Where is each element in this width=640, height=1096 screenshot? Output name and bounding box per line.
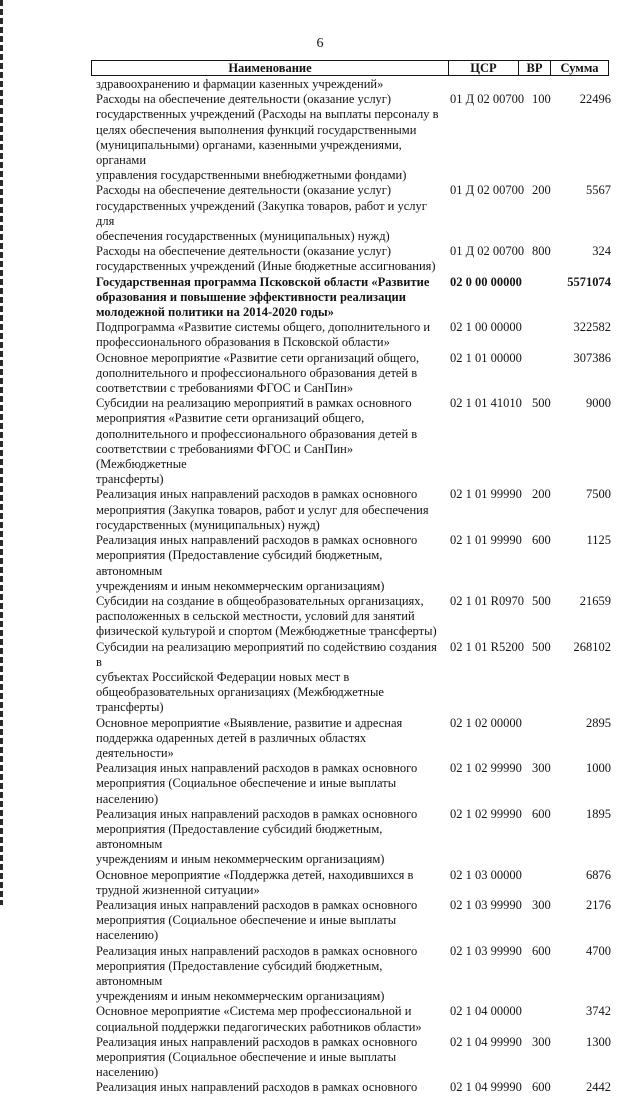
row-name-cell: Реализация иных направлений расходов в рамках основного мероприятия (Социальное обеспечение и иные выплаты населению) — [96, 1034, 418, 1080]
table-row — [96, 320, 611, 350]
row-name-cell: Государственная программа Псковской области «Развитие образования и повышение эффективности реализации молодежной политики на 2014-2020 годы» — [96, 274, 430, 320]
row-vr-cell: 200 — [532, 183, 551, 198]
row-sum-cell: 307386 — [573, 350, 611, 365]
header-vr: ВР — [519, 61, 551, 75]
table-header — [91, 60, 609, 76]
table-row — [96, 396, 611, 487]
row-csr-cell: 02 1 01 99990 — [450, 487, 522, 502]
row-name-cell: Реализация иных направлений расходов в рамках основного мероприятия (Социальное обеспечение и иные выплаты населению) — [96, 897, 418, 943]
row-name-cell: Реализация иных направлений расходов в рамках основного — [96, 1080, 418, 1095]
row-sum-cell: 1000 — [586, 761, 611, 776]
row-vr-cell: 600 — [532, 1080, 551, 1095]
row-name-cell: Субсидии на реализацию мероприятий в рамках основного мероприятия «Развитие сети организаций общего, дополнительного и профессионального образования детей в соответствии с требованиями ФГОС и СанПин» (Межбюджетные трансферты) — [96, 396, 418, 487]
row-name-cell: Основное мероприятие «Поддержка детей, находившихся в трудной жизненной ситуации» — [96, 867, 414, 897]
row-sum-cell: 1300 — [586, 1034, 611, 1049]
row-sum-cell: 2176 — [586, 897, 611, 912]
row-vr-cell: 100 — [532, 92, 551, 107]
table-body — [96, 77, 611, 1096]
row-csr-cell: 02 1 03 99990 — [450, 943, 522, 958]
row-vr-cell: 500 — [532, 639, 551, 654]
row-sum-cell: 4700 — [586, 943, 611, 958]
row-sum-cell: 324 — [592, 244, 611, 259]
table-row — [96, 77, 611, 92]
page-number: 6 — [316, 36, 324, 51]
row-vr-cell: 200 — [532, 487, 551, 502]
row-sum-cell: 322582 — [573, 320, 611, 335]
row-vr-cell: 600 — [532, 533, 551, 548]
table-row — [96, 716, 611, 762]
row-csr-cell: 02 1 04 00000 — [450, 1004, 522, 1019]
row-sum-cell: 5567 — [586, 183, 611, 198]
row-csr-cell: 02 1 01 R5200 — [450, 639, 524, 654]
row-csr-cell: 02 0 00 00000 — [450, 274, 522, 289]
row-vr-cell: 600 — [532, 806, 551, 821]
row-name-cell: Субсидии на реализацию мероприятий по содействию создания в субъектах Российской Федерации новых мест в общеобразовательных организациях (Межбюджетные трансферты) — [96, 639, 437, 715]
header-sum: Сумма — [560, 61, 599, 75]
table-row — [96, 244, 611, 274]
row-sum-cell: 5571074 — [567, 274, 611, 289]
row-name-cell: Реализация иных направлений расходов в рамках основного мероприятия (Предоставление субсидий бюджетным, автономным учреждениям и иным некоммерческим организациям) — [96, 943, 418, 1004]
scan-edge — [0, 0, 3, 905]
table-row — [96, 183, 611, 244]
table-row — [96, 868, 611, 898]
row-vr-cell: 500 — [532, 396, 551, 411]
table-row — [96, 533, 611, 594]
row-name-cell: Подпрограмма «Развитие системы общего, дополнительного и профессионального образования в Псковской области» — [96, 320, 431, 350]
row-sum-cell: 6876 — [586, 867, 611, 882]
row-csr-cell: 01 Д 02 00700 — [450, 244, 525, 259]
row-csr-cell: 02 1 02 99990 — [450, 806, 522, 821]
row-name-cell: Расходы на обеспечение деятельности (оказание услуг) государственных учреждений (Закупка товаров, работ и услуг для обеспечения государственных (муниципальных) нужд) — [96, 183, 427, 244]
row-name-cell: Субсидии на создание в общеобразовательных организациях, расположенных в сельской местности, условий для занятий физической культурой и спортом (Межбюджетные трансферты) — [96, 593, 437, 639]
row-csr-cell: 01 Д 02 00700 — [450, 92, 525, 107]
row-vr-cell: 300 — [532, 761, 551, 776]
row-name-cell: Основное мероприятие «Выявление, развитие и адресная поддержка одаренных детей в различных областях деятельности» — [96, 715, 403, 760]
row-csr-cell: 02 1 04 99990 — [450, 1080, 522, 1095]
table-row — [96, 761, 611, 807]
row-sum-cell: 9000 — [586, 396, 611, 411]
row-csr-cell: 02 1 02 99990 — [450, 761, 522, 776]
row-name-cell: здравоохранению и фармации казенных учреждений» — [96, 77, 384, 91]
table-row — [96, 807, 611, 868]
table-row — [96, 640, 611, 716]
row-csr-cell: 02 1 02 00000 — [450, 715, 522, 730]
row-name-cell: Основное мероприятие «Система мер профессиональной и социальной поддержки педагогических работников области» — [96, 1004, 422, 1034]
row-vr-cell: 600 — [532, 943, 551, 958]
row-name-cell: Основное мероприятие «Развитие сети организаций общего, дополнительного и профессионального образования детей в соответствии с требованиями ФГОС и СанПин» — [96, 350, 420, 396]
table-row — [96, 1004, 611, 1034]
row-vr-cell: 500 — [532, 593, 551, 608]
row-name-cell: Реализация иных направлений расходов в рамках основного мероприятия (Предоставление субсидий бюджетным, автономным учреждениям и иным некоммерческим организациям) — [96, 533, 418, 593]
row-vr-cell: 300 — [532, 897, 551, 912]
row-sum-cell: 7500 — [586, 487, 611, 502]
header-csr: ЦСР — [449, 61, 519, 75]
row-sum-cell: 268102 — [573, 639, 611, 654]
row-name-cell: Реализация иных направлений расходов в рамках основного мероприятия (Предоставление субсидий бюджетным, автономным учреждениям и иным некоммерческим организациям) — [96, 806, 418, 867]
row-vr-cell: 800 — [532, 244, 551, 259]
row-csr-cell: 02 1 01 00000 — [450, 350, 522, 365]
row-csr-cell: 02 1 01 99990 — [450, 533, 522, 548]
row-csr-cell: 02 1 04 99990 — [450, 1034, 522, 1049]
table-row — [96, 1035, 611, 1081]
row-csr-cell: 02 1 03 99990 — [450, 897, 522, 912]
table-row — [96, 944, 611, 1005]
table-row — [96, 92, 611, 183]
row-sum-cell: 1895 — [586, 806, 611, 821]
row-name-cell: Расходы на обеспечение деятельности (оказание услуг) государственных учреждений (Иные бюджетные ассигнования) — [96, 244, 436, 274]
table-row — [96, 275, 611, 321]
row-vr-cell: 300 — [532, 1034, 551, 1049]
row-csr-cell: 01 Д 02 00700 — [450, 183, 525, 198]
row-csr-cell: 02 1 01 R0970 — [450, 593, 524, 608]
table-row — [96, 1080, 611, 1095]
row-name-cell: Реализация иных направлений расходов в рамках основного мероприятия (Закупка товаров, работ и услуг для обеспечения государственных (муниципальных) нужд) — [96, 487, 429, 532]
row-sum-cell: 3742 — [586, 1004, 611, 1019]
row-name-cell: Расходы на обеспечение деятельности (оказание услуг) государственных учреждений (Расходы на выплаты персоналу в целях обеспечения выполнения функций государственными (муниципальными) органами, казенными учреждениями, органами управления государственными внебюджетными фондами) — [96, 92, 439, 183]
row-csr-cell: 02 1 03 00000 — [450, 867, 522, 882]
table-row — [96, 351, 611, 397]
row-csr-cell: 02 1 01 41010 — [450, 396, 522, 411]
row-sum-cell: 21659 — [579, 593, 611, 608]
row-sum-cell: 22496 — [579, 92, 611, 107]
row-sum-cell: 2895 — [586, 715, 611, 730]
row-name-cell: Реализация иных направлений расходов в рамках основного мероприятия (Социальное обеспечение и иные выплаты населению) — [96, 761, 418, 806]
table-row — [96, 594, 611, 640]
header-name: Наименование — [92, 61, 449, 75]
row-sum-cell: 1125 — [586, 533, 611, 548]
row-csr-cell: 02 1 00 00000 — [450, 320, 522, 335]
table-row — [96, 487, 611, 533]
row-sum-cell: 2442 — [586, 1080, 611, 1095]
